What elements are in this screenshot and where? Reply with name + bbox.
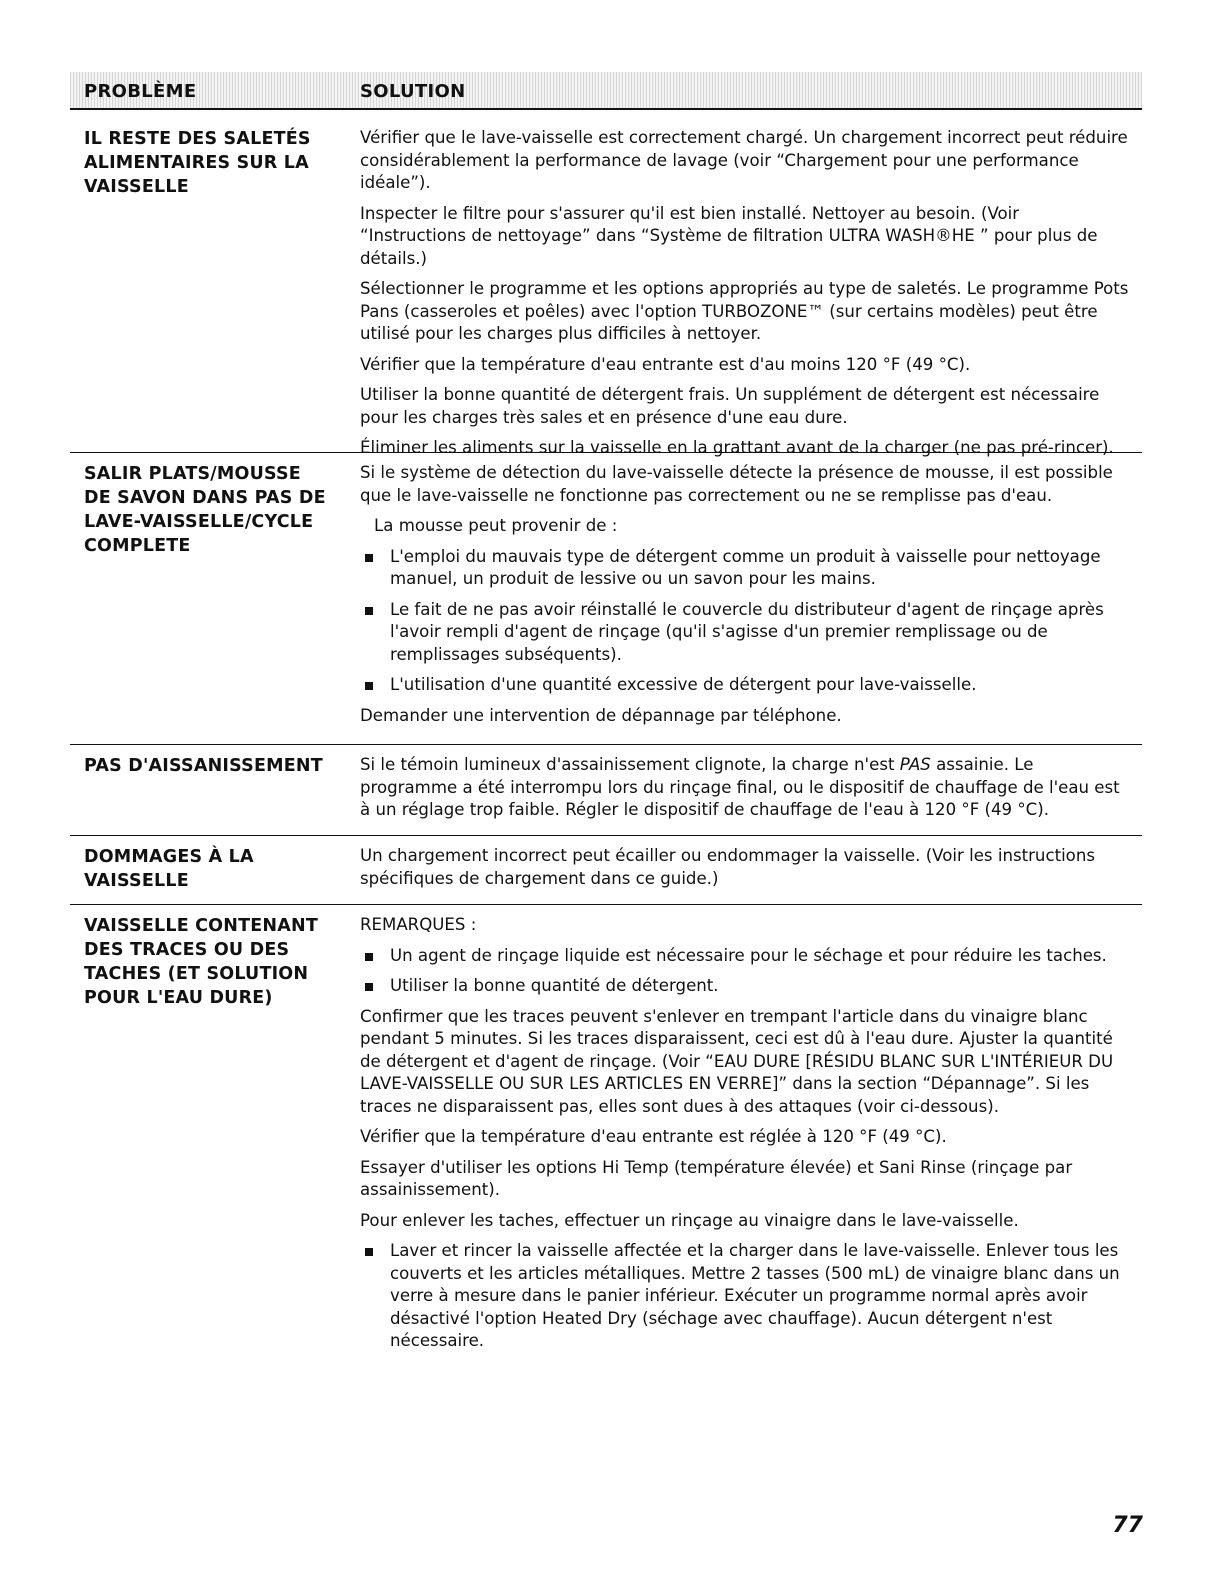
solution-paragraph: Vérifier que la température d'eau entrante est d'au moins 120 °F (49 °C). [360,354,971,374]
problem-label: VAISSELLE CONTENANT DES TRACES OU DES TACHES (ET SOLUTION POUR L'EAU DURE) [84,916,318,1008]
solution-cell [360,127,1130,468]
solution-paragraph: Inspecter le filtre pour s'assurer qu'il est bien installé. Nettoyer au besoin. (Voir “Instructions de nettoyage” dans “Système de filtration ULTRA WASH®HE ” pour plus de détails.) [360,203,1098,268]
problem-label: DOMMAGES À LA VAISSELLE [84,847,254,891]
square-bullet-icon [365,554,373,562]
square-bullet-icon [365,607,373,615]
solution-bullet-list [360,945,1130,998]
solution-paragraph: Si le témoin lumineux d'assainissement clignote, la charge n'est PAS assainie. Le programme a été interrompu lors du rinçage final, ou le dispositif de chauffage de l'eau est à un réglage trop faible. Régler le dispositif de chauffage de l'eau à 120 °F (49 °C). [360,755,1120,819]
solution-column-header: SOLUTION [360,81,466,102]
solution-cell [360,845,1130,898]
problem-label: IL RESTE DES SALETÉS ALIMENTAIRES SUR LA VAISSELLE [84,129,311,197]
solution-paragraph: Un chargement incorrect peut écailler ou endommager la vaisselle. (Voir les instructions spécifiques de chargement dans ce guide.) [360,846,1096,888]
solution-cell [360,914,1130,1361]
table-header [70,72,1142,110]
solution-paragraph: Utiliser la bonne quantité de détergent frais. Un supplément de détergent est nécessaire pour les charges très sales et en présence d'une eau dure. [360,385,1100,427]
row-divider [70,452,1142,453]
square-bullet-icon [365,682,373,690]
square-bullet-icon [365,953,373,961]
solution-paragraph: Éliminer les aliments sur la vaisselle en la grattant avant de la charger (ne pas pré-rincer). [360,438,1114,457]
solution-paragraph: Demander une intervention de dépannage par téléphone. [360,705,842,725]
solution-paragraph: Sélectionner le programme et les options appropriés au type de saletés. Le programme Pots Pans (casseroles et poêles) avec l'option TURBOZONE™ (sur certains modèles) peut être utilisé pour les charges plus difficiles à nettoyer. [360,279,1129,343]
list-item: Laver et rincer la vaisselle affectée et la charger dans le lave-vaisselle. Enlever tous les couverts et les articles métalliques. Mettre 2 tasses (500 mL) de vinaigre blanc dans un verre à mesure dans le panier inférieur. Exécuter un programme normal après avoir désactivé l'option Heated Dry (séchage avec chauffage). Aucun détergent n'est nécessaire. [360,1240,1130,1353]
solution-paragraph: Essayer d'utiliser les options Hi Temp (température élevée) et Sani Rinse (rinçage par assainissement). [360,1157,1073,1199]
solution-paragraph: Vérifier que le lave-vaisselle est correctement chargé. Un chargement incorrect peut réduire considérablement la performance de lavage (voir “Chargement pour une performance idéale”). [360,128,1128,192]
emphasis-text: PAS [899,755,931,774]
solution-bullet-list [360,546,1130,697]
problem-label: SALIR PLATS/MOUSSE DE SAVON DANS PAS DE LAVE-VAISSELLE/CYCLE COMPLETE [84,464,326,556]
problem-column-header: PROBLÈME [84,81,197,102]
row-divider [70,904,1142,905]
solution-bullet-list [360,1240,1130,1353]
solution-cell [360,462,1130,735]
solution-paragraph: Confirmer que les traces peuvent s'enlever en trempant l'article dans du vinaigre blanc pendant 5 minutes. Si les traces disparaissent, ceci est dû à l'eau dure. Ajuster la quantité de détergent et d'agent de rinçage. (Voir “EAU DURE [RÉSIDU BLANC SUR L'INTÉRIEUR DU LAVE-VAISSELLE OU SUR LES ARTICLES EN VERRE]” dans la section “Dépannage”. Si les traces ne disparaissent pas, elles sont dues à des attaques (voir ci-dessous). [360,1006,1114,1116]
list-item: Utiliser la bonne quantité de détergent. [360,975,1130,998]
list-item: Un agent de rinçage liquide est nécessaire pour le séchage et pour réduire les taches. [360,945,1130,968]
square-bullet-icon [365,983,373,991]
list-item: L'utilisation d'une quantité excessive de détergent pour lave-vaisselle. [360,674,1130,697]
row-divider [70,744,1142,745]
list-item: Le fait de ne pas avoir réinstallé le couvercle du distributeur d'agent de rinçage après l'avoir rempli d'agent de rinçage (qu'il s'agisse d'un premier remplissage ou de remplissages subséquents). [360,599,1130,667]
solution-cell [360,754,1130,830]
list-item: L'emploi du mauvais type de détergent comme un produit à vaisselle pour nettoyage manuel, un produit de lessive ou un savon pour les mains. [360,546,1130,591]
page-number: 77 [1112,1513,1143,1538]
solution-paragraph: Vérifier que la température d'eau entrante est réglée à 120 °F (49 °C). [360,1127,947,1146]
square-bullet-icon [365,1248,373,1256]
solution-paragraph: Pour enlever les taches, effectuer un rinçage au vinaigre dans le lave-vaisselle. [360,1210,1019,1230]
solution-paragraph: Si le système de détection du lave-vaisselle détecte la présence de mousse, il est possible que le lave-vaisselle ne fonctionne pas correctement ou ne se remplisse pas d'eau. [360,463,1113,505]
row-divider [70,835,1142,836]
solution-lead: REMARQUES : [360,915,477,934]
problem-label: PAS D'AISSANISSEMENT [84,756,323,776]
solution-lead: La mousse peut provenir de : [374,516,618,535]
